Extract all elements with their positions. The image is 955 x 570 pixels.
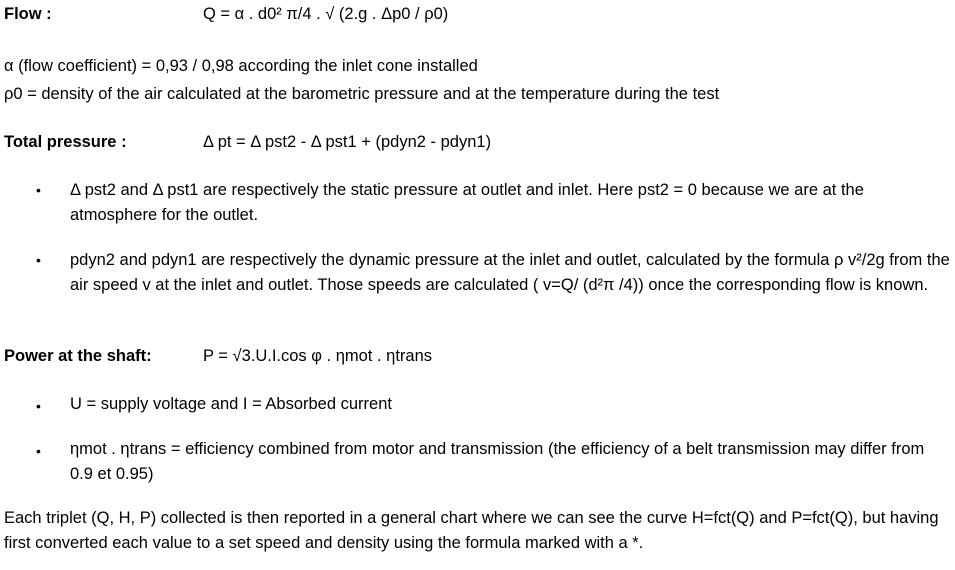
total-pressure-formula: Δ pt = Δ pst2 - Δ pst1 + (pdyn2 - pdyn1) xyxy=(203,133,492,151)
conclusion-paragraph: Each triplet (Q, H, P) collected is then reported in a general chart where we can see the curve H=fct(Q) and P=fct(Q), but having first converted each value to a set speed and density using the formula marked with a *. xyxy=(4,509,939,552)
bullet-marker: • xyxy=(36,443,41,459)
flow-formula: Q = α . d0² π/4 . √ (2.g . Δp0 / ρ0) xyxy=(203,5,449,23)
power-formula: P = √3.U.I.cos φ . ηmot . ηtrans xyxy=(203,347,433,365)
bullet-marker: • xyxy=(36,182,41,198)
dynamic-pressure-bullet: pdyn2 and pdyn1 are respectively the dynamic pressure at the inlet and outlet, calculated by the formula ρ v²/2g from the air speed v at the inlet and outlet. Those speeds are calculated ( v=Q/ (d²π /4)) once the corresponding flow is known. xyxy=(70,251,950,294)
alpha-definition: α (flow coefficient) = 0,93 / 0,98 according the inlet cone installed xyxy=(4,57,478,75)
efficiency-bullet: ηmot . ηtrans = efficiency combined from motor and transmission (the efficiency of a belt transmission may differ from 0.9 et 0.95) xyxy=(70,440,925,483)
flow-label: Flow : xyxy=(4,5,52,23)
voltage-current-bullet: U = supply voltage and I = Absorbed current xyxy=(70,395,392,413)
bullet-marker: • xyxy=(36,252,41,268)
total-pressure-label: Total pressure : xyxy=(4,133,127,151)
bullet-marker: • xyxy=(36,398,41,414)
static-pressure-bullet: Δ pst2 and Δ pst1 are respectively the static pressure at outlet and inlet. Here pst2 = 0 because we are at the atmosphere for the outlet. xyxy=(70,181,864,224)
power-label: Power at the shaft: xyxy=(4,347,152,365)
rho-definition: ρ0 = density of the air calculated at the barometric pressure and at the temperature during the test xyxy=(4,85,720,103)
